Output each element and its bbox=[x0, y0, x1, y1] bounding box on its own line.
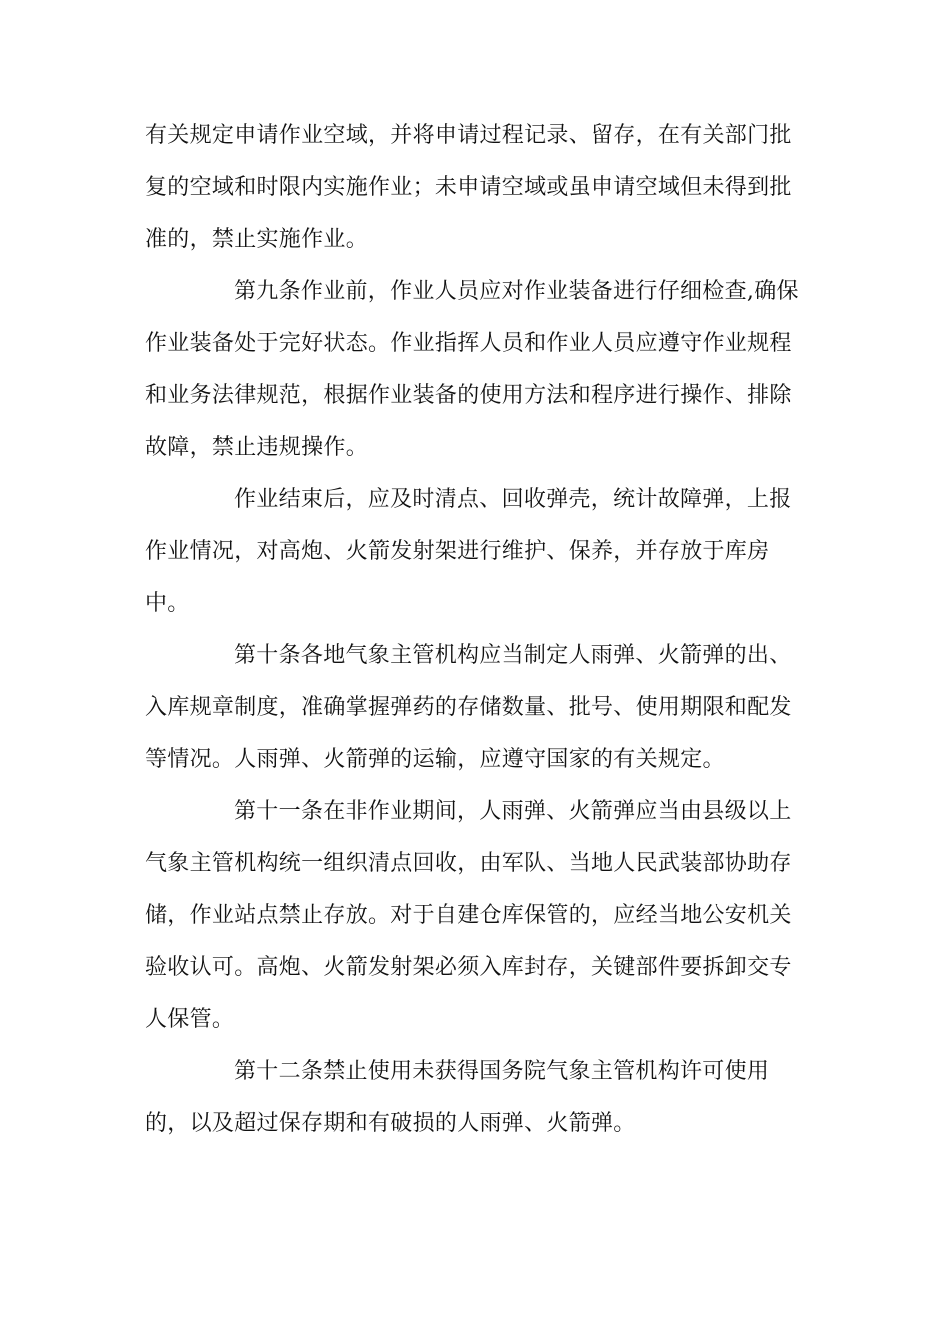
text-line: 作业装备处于完好状态。作业指挥人员和作业人员应遵守作业规程 bbox=[145, 331, 792, 356]
text-line: 有关规定申请作业空域，并将申请过程记录、留存，在有关部门批 bbox=[145, 123, 792, 148]
text-line: 人保管。 bbox=[145, 1007, 235, 1032]
text-line: 复的空域和时限内实施作业；未申请空域或虽申请空域但未得到批 bbox=[145, 175, 792, 200]
text-line: 验收认可。高炮、火箭发射架必须入库封存，关键部件要拆卸交专 bbox=[145, 955, 792, 980]
paragraph-start-line: 第九条作业前，作业人员应对作业装备进行仔细检查,确保 bbox=[234, 279, 799, 304]
paragraph-start-line: 第十一条在非作业期间，人雨弹、火箭弹应当由县级以上 bbox=[234, 799, 792, 824]
text-line: 中。 bbox=[145, 591, 190, 616]
paragraph-start-line: 第十条各地气象主管机构应当制定人雨弹、火箭弹的出、 bbox=[234, 643, 792, 668]
paragraph-start-line: 作业结束后，应及时清点、回收弹壳，统计故障弹，上报 bbox=[234, 487, 792, 512]
text-line: 储，作业站点禁止存放。对于自建仓库保管的，应经当地公安机关 bbox=[145, 903, 792, 928]
text-line: 的，以及超过保存期和有破损的人雨弹、火箭弹。 bbox=[145, 1111, 636, 1136]
text-line: 故障，禁止违规操作。 bbox=[145, 435, 369, 460]
text-line: 入库规章制度，准确掌握弹药的存储数量、批号、使用期限和配发 bbox=[145, 695, 792, 720]
text-line: 气象主管机构统一组织清点回收，由军队、当地人民武装部协助存 bbox=[145, 851, 792, 876]
text-line: 和业务法律规范，根据作业装备的使用方法和程序进行操作、排除 bbox=[145, 383, 792, 408]
paragraph-start-line: 第十二条禁止使用未获得国务院气象主管机构许可使用 bbox=[234, 1059, 770, 1084]
text-line: 准的，禁止实施作业。 bbox=[145, 227, 369, 252]
text-line: 作业情况，对高炮、火箭发射架进行维护、保养，并存放于库房 bbox=[145, 539, 770, 564]
text-line: 等情况。人雨弹、火箭弹的运输，应遵守国家的有关规定。 bbox=[145, 747, 725, 772]
